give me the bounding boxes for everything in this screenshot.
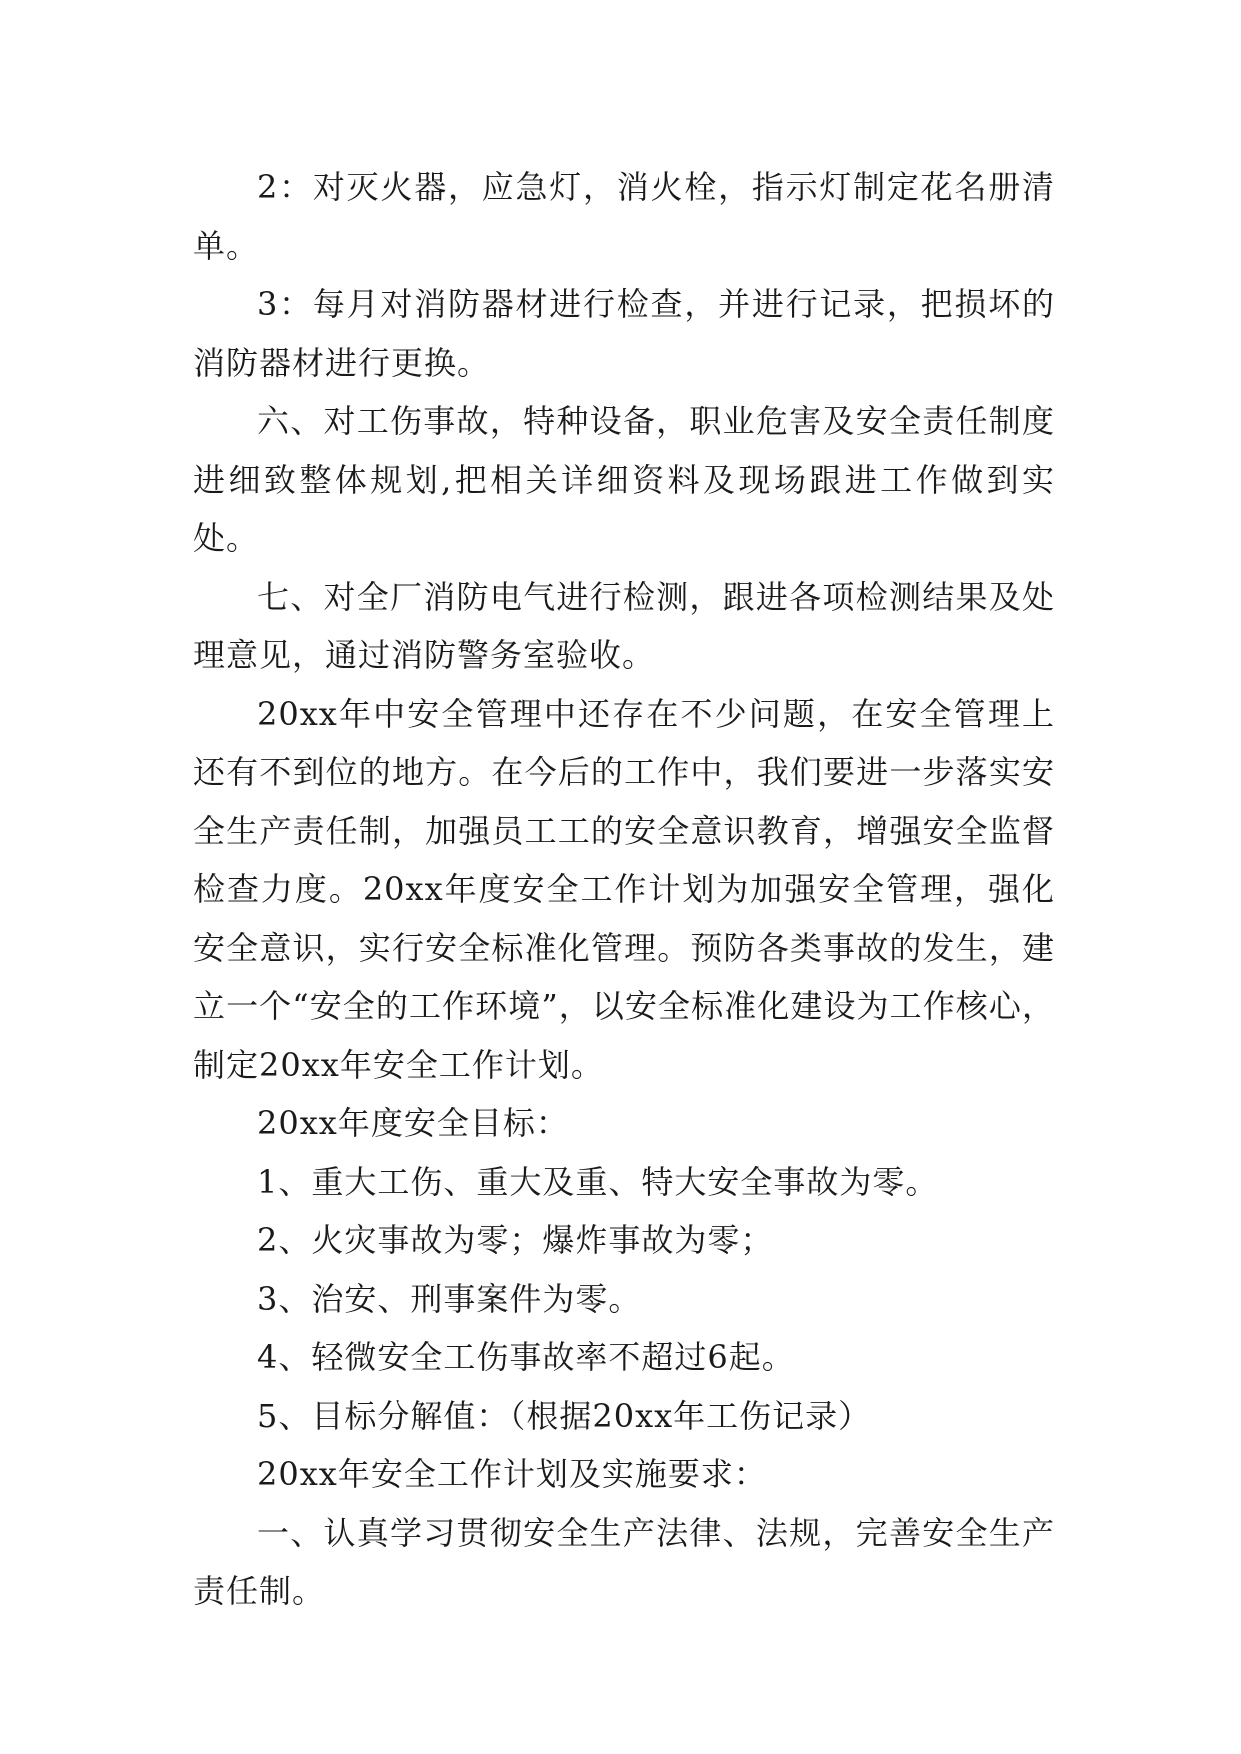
paragraph-goal-4: 4、轻微安全工伤事故率不超过6起。 (257, 1338, 795, 1376)
paragraph-goal-3: 3、治安、刑事案件为零。 (257, 1279, 642, 1318)
paragraph-goal-5: 5、目标分解值：（根据20xx年工伤记录） (257, 1396, 872, 1435)
paragraph-plan-item-1: 一、认真学习贯彻安全生产法律、法规，完善安全生产责任制。 (193, 1513, 1055, 1610)
paragraph-safety-goals-heading: 20xx年度安全目标： (257, 1104, 569, 1142)
paragraph-goal-1: 1、重大工伤、重大及重、特大安全事故为零。 (257, 1162, 939, 1201)
paragraph-plan-heading: 20xx年安全工作计划及实施要求： (257, 1455, 767, 1493)
paragraph-monthly-inspection: 3：每月对消防器材进行检查，并进行记录，把损坏的消防器材进行更换。 (193, 285, 1055, 382)
paragraph-fire-equipment-list: 2：对灭火器，应急灯，消火栓，指示灯制定花名册清单。 (193, 168, 1055, 265)
paragraph-section-seven: 七、对全厂消防电气进行检测，跟进各项检测结果及处理意见，通过消防警务室验收。 (193, 577, 1055, 674)
paragraph-problems-summary: 20xx年中安全管理中还存在不少问题，在安全管理上还有不到位的地方。在今后的工作中，我们要进一步落实安全生产责任制，加强员工工的安全意识教育，增强安全监督检查力度。20xx年度安全工作计划为加强安全管理，强化安全意识，实行安全标准化管理。预防各类事故的发生，建立一个“安全的工作环境”，以安全标准化建设为工作核心，制定20xx年安全工作计划。 (193, 694, 1055, 1084)
document-page (193, 158, 1055, 1621)
paragraph-goal-2: 2、火灾事故为零；爆炸事故为零； (257, 1221, 774, 1259)
paragraph-section-six: 六、对工伤事故，特种设备，职业危害及安全责任制度进细致整体规划,把相关详细资料及现场跟进工作做到实处。 (193, 402, 1055, 557)
